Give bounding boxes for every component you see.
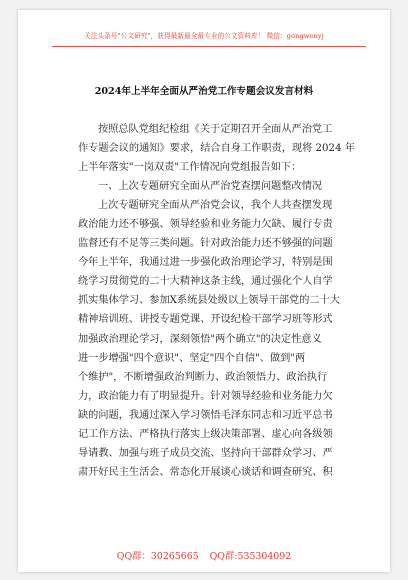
qq-group-2-label: QQ群: — [209, 551, 238, 562]
body-line: 进一步增强"四个意识"、坚定"四个自信"、做到"两 — [78, 352, 306, 364]
body-line: 绕学习贯彻党的二十大精神这条主线，通过强化个人自学 — [78, 276, 333, 288]
body-line: 上半年落实"一岗双责"工作情况向党组报告如下： — [78, 162, 302, 174]
body-line: 上次专题研究全面从严治党会议，我个人共查摆发现 — [98, 200, 333, 212]
body-line: 政治能力还不够强、领导经验和业务能力欠缺、履行专责 — [78, 219, 333, 231]
body-line: 今年上半年，我通过进一步强化政治理论学习，特别是围 — [78, 257, 333, 269]
qq-group-2 — [210, 551, 292, 562]
qq-group-1-label: QQ群： — [116, 551, 151, 562]
document-title: 2024年上半年全面从严治党工作专题会议发言材料 — [94, 86, 314, 97]
body-line: 监督还有不足等三类问题。针对政治能力还不够强的问题 — [78, 238, 333, 250]
body-line: 导请教、加强与班子成员交流、坚持向干部群众学习、严 — [78, 447, 333, 459]
document-page — [18, 10, 390, 572]
body-line: 加强政治理论学习，深刻领悟"两个确立"的决定性意义 — [78, 333, 322, 345]
body-line: 精神培训班、讲授专题党课、开设纪检干部学习班等形式 — [78, 314, 333, 326]
body-line: 作专题会议的通知》要求，结合自身工作职责，现将 2024 年 — [78, 143, 355, 155]
body-line: 力，政治能力有了明显提升。针对领导经验和业务能力欠 — [78, 390, 333, 402]
qq-group-1 — [117, 551, 199, 562]
body-line: 缺的问题，我通过深入学习领悟毛泽东同志和习近平总书 — [78, 409, 333, 421]
body-line: 个维护"，不断增强政治判断力、政治领悟力、政治执行 — [78, 371, 328, 383]
body-line: 抓实集体学习、参加X系统县处级以上领导干部党的二十大 — [78, 295, 340, 307]
qq-group-1-number: 30265665 — [150, 551, 199, 562]
body-line: 按照总队党组纪检组《关于定期召开全面从严治党工 — [98, 124, 333, 135]
footer-contact — [18, 548, 390, 562]
qq-group-2-number: 535304092 — [237, 551, 292, 562]
header-divider — [52, 46, 366, 47]
header-promo-text: 关注头条号"公文研究"，获得最新最全最专业的公文资料库！ 微信：gongwenyj — [84, 32, 324, 40]
body-line: 肃开好民主生活会、常态化开展谈心谈话和调查研究、积 — [78, 466, 333, 478]
document-body — [78, 120, 370, 482]
body-line: 记工作方法、严格执行落实上级决策部署、虚心向各级领 — [78, 428, 333, 440]
section-heading: 一、上次专题研究全面从严治党查摆问题整改情况 — [98, 181, 323, 193]
